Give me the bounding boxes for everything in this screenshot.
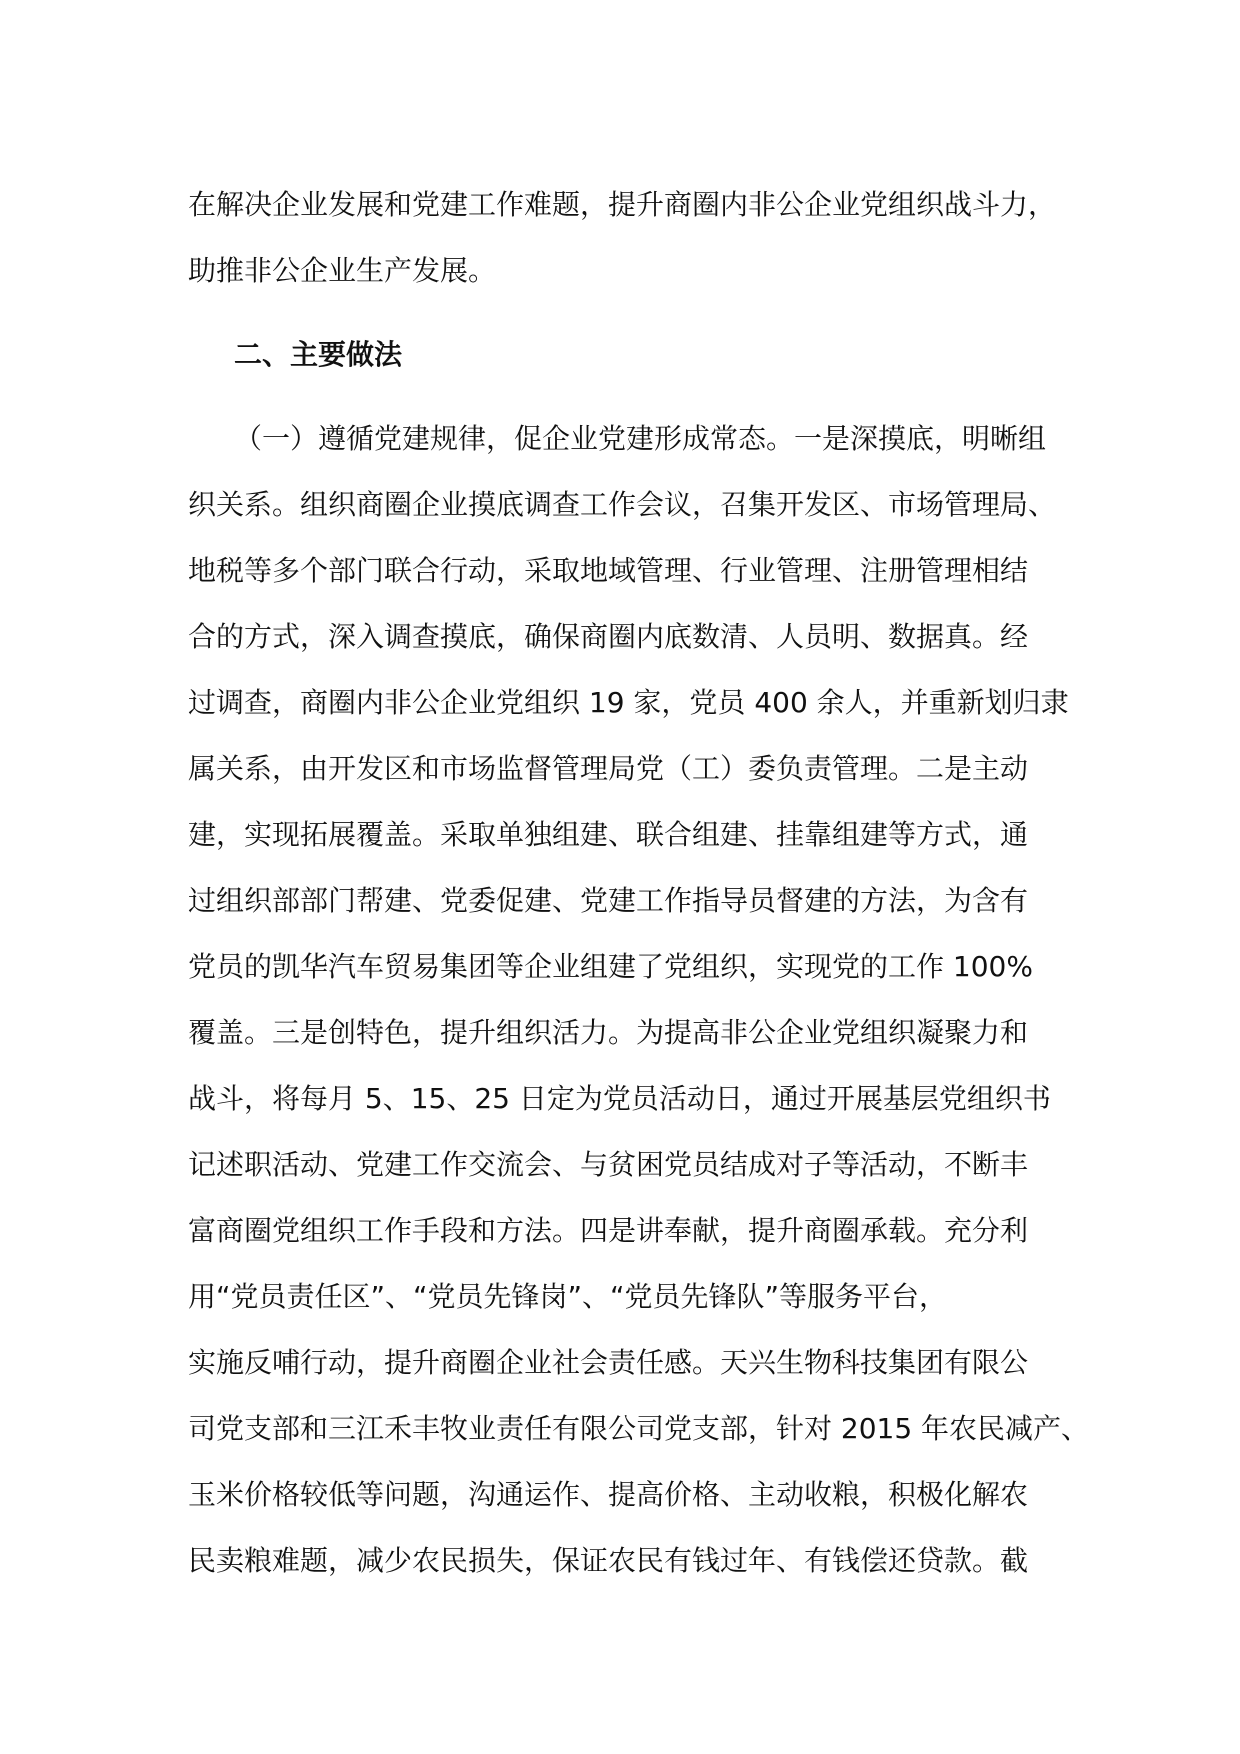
text-line: 战斗，将每月 5、15、25 日定为党员活动日，通过开展基层党组织书: [188, 1082, 1051, 1115]
text-line: 司党支部和三江禾丰牧业责任有限公司党支部，针对 2015 年农民减产、: [188, 1412, 1090, 1445]
text-line: 富商圈党组织工作手段和方法。四是讲奉献，提升商圈承载。充分利: [188, 1214, 1029, 1247]
text-line: 民卖粮难题，减少农民损失，保证农民有钱过年、有钱偿还贷款。截: [188, 1544, 1029, 1577]
body-paragraph: [188, 406, 1088, 1594]
text-line: （一）遵循党建规律，促企业党建形成常态。一是深摸底，明晰组: [234, 422, 1047, 455]
text-line: 地税等多个部门联合行动，采取地域管理、行业管理、注册管理相结: [188, 554, 1029, 587]
document-content: [188, 172, 1088, 1594]
text-line: 过组织部部门帮建、党委促建、党建工作指导员督建的方法，为含有: [188, 884, 1029, 917]
text-line: 过调查，商圈内非公企业党组织 19 家，党员 400 余人，并重新划归隶: [188, 686, 1069, 719]
text-line: 用“党员责任区”、“党员先锋岗”、“党员先锋队”等服务平台，: [188, 1280, 948, 1313]
text-line: 属关系，由开发区和市场监督管理局党（工）委负责管理。二是主动: [188, 752, 1029, 785]
section-heading: 二、主要做法: [234, 338, 403, 371]
text-line: 覆盖。三是创特色，提升组织活力。为提高非公企业党组织凝聚力和: [188, 1016, 1029, 1049]
text-line: 党员的凯华汽车贸易集团等企业组建了党组织，实现党的工作 100%: [188, 950, 1033, 983]
text-line: 合的方式，深入调查摸底，确保商圈内底数清、人员明、数据真。经: [188, 620, 1029, 653]
text-line: 玉米价格较低等问题，沟通运作、提高价格、主动收粮，积极化解农: [188, 1478, 1029, 1511]
intro-paragraph: [188, 172, 1088, 304]
text-line: 建，实现拓展覆盖。采取单独组建、联合组建、挂靠组建等方式，通: [188, 818, 1029, 851]
text-line: 实施反哺行动，提升商圈企业社会责任感。天兴生物科技集团有限公: [188, 1346, 1029, 1379]
text-line: 在解决企业发展和党建工作难题，提升商圈内非公企业党组织战斗力，: [188, 188, 1057, 221]
text-line: 记述职活动、党建工作交流会、与贫困党员结成对子等活动，不断丰: [188, 1148, 1029, 1181]
text-line: 织关系。组织商圈企业摸底调查工作会议，召集开发区、市场管理局、: [188, 488, 1057, 521]
text-line: 助推非公企业生产发展。: [188, 254, 497, 287]
